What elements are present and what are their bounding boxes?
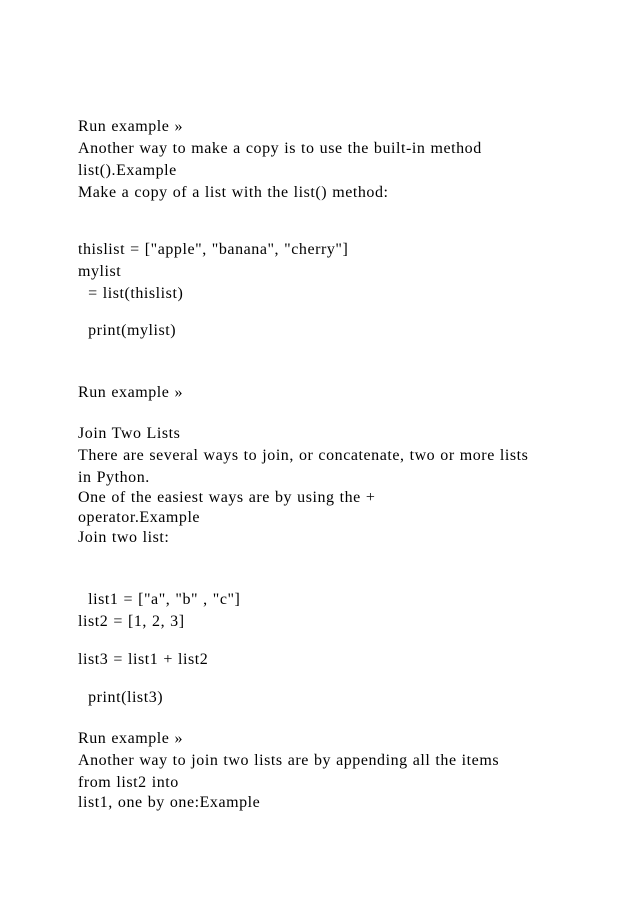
code-line: list3 = list1 + list2 [78,651,209,668]
paragraph-line: One of the easiest ways are by using the + [78,489,376,506]
code-line: list1 = ["a", "b" , "c"] [78,591,241,608]
paragraph-line: list().Example [78,162,177,179]
paragraph-line: Another way to join two lists are by appending all the items [78,752,500,769]
code-line: = list(thislist) [78,285,184,302]
paragraph-line: from list2 into [78,774,179,791]
paragraph-line: list1, one by one:Example [78,794,261,811]
paragraph-line: There are several ways to join, or concatenate, two or more lists [78,447,529,464]
run-example-link[interactable]: Run example » [78,384,184,401]
run-example-link[interactable]: Run example » [78,118,184,135]
code-line: mylist [78,263,122,280]
paragraph-line: Make a copy of a list with the list() method: [78,184,389,201]
paragraph-line: Join two list: [78,529,170,546]
section-heading: Join Two Lists [78,425,181,442]
code-line: print(list3) [78,689,164,706]
code-line: print(mylist) [78,322,177,339]
paragraph-line: operator.Example [78,509,201,526]
code-line: thislist = ["apple", "banana", "cherry"] [78,241,349,258]
paragraph-line: Another way to make a copy is to use the built-in method [78,140,482,157]
paragraph-line: in Python. [78,469,150,486]
run-example-link[interactable]: Run example » [78,730,184,747]
code-line: list2 = [1, 2, 3] [78,613,185,630]
